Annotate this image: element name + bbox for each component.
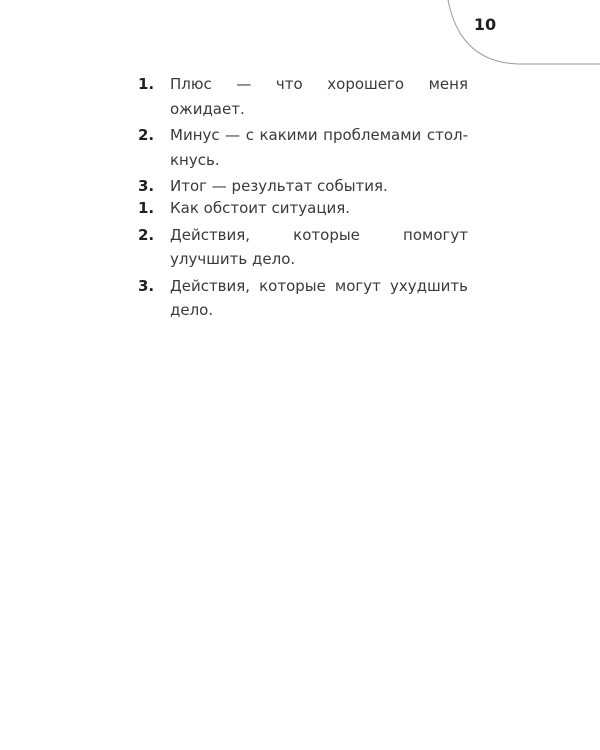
list-item — [138, 174, 468, 199]
list-item — [138, 72, 468, 121]
page-corner-arc — [440, 0, 600, 70]
item-text: Минус — с какими проблемами стол-кнусь. — [170, 126, 468, 169]
item-text: Действия, которые помогут улучшить дело. — [170, 225, 468, 268]
page-number: 10 — [473, 15, 497, 34]
item-number: 2. — [138, 225, 155, 244]
item-number: 1. — [138, 75, 155, 93]
list-item — [138, 274, 468, 323]
item-text: Плюс — что хорошего меня ожидает. — [170, 75, 468, 118]
list-item — [138, 123, 468, 172]
item-number: 3. — [138, 177, 155, 195]
item-number: 3. — [138, 276, 155, 295]
list-item — [138, 196, 468, 221]
item-number: 1. — [138, 199, 155, 217]
item-text: Как обстоит ситуация. — [170, 199, 351, 217]
item-text: Итог — результат события. — [170, 177, 388, 195]
numbered-list-situation — [138, 196, 468, 325]
numbered-list-outcomes — [138, 72, 468, 201]
item-number: 2. — [138, 126, 155, 144]
item-text: Действия, которые могут ухудшить дело. — [170, 276, 468, 319]
list-item — [138, 223, 468, 272]
